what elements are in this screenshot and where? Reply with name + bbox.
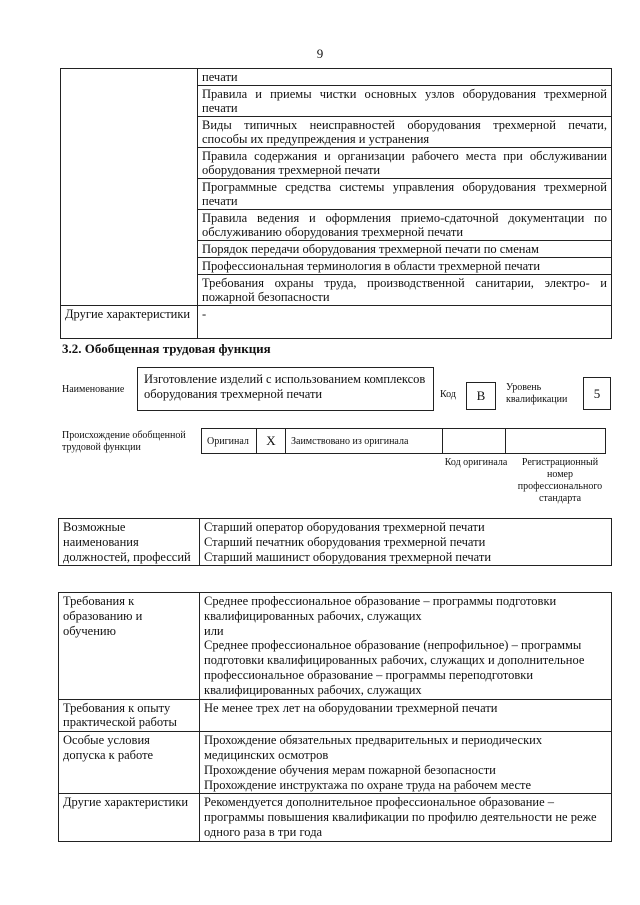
original-mark: X: [256, 428, 286, 454]
qualification-level-box: 5: [583, 377, 611, 410]
conditions-values: [200, 732, 612, 794]
knowledge-row: печати: [198, 69, 612, 86]
knowledge-row: Требования охраны труда, производственной санитарии, электро- и пожарной безопасности: [198, 275, 612, 306]
positions-values: [200, 519, 612, 566]
requirements-table: [58, 592, 612, 842]
education-label: Требования к образованию и обучению: [59, 593, 200, 700]
registration-number-caption: Регистрационный номер профессионального стандарта: [517, 457, 603, 504]
education-values: [200, 593, 612, 700]
position-item: Старший оператор оборудования трехмерной печати: [204, 520, 485, 534]
other-characteristics-value: -: [198, 306, 612, 339]
knowledge-row: Правила содержания и организации рабочего места при обслуживании оборудования трехмерной печати: [198, 148, 612, 179]
original-code-cell: [442, 428, 506, 454]
other-characteristics-label: Другие характеристики: [61, 306, 198, 339]
knowledge-row: Виды типичных неисправностей оборудования трехмерной печати, способы их предупреждения и устранения: [198, 117, 612, 148]
code-box: B: [466, 382, 496, 410]
other-characteristics-label: Другие характеристики: [59, 794, 200, 841]
positions-label: Возможные наименования должностей, профессий: [59, 519, 200, 566]
section-title: 3.2. Обобщенная трудовая функция: [62, 341, 271, 356]
position-item: Старший машинист оборудования трехмерной печати: [204, 549, 492, 564]
knowledge-row: Правила ведения и оформления приемо-сдаточной документации по обслуживанию оборудования трехмерной печати: [198, 210, 612, 241]
borrowed-cell: Заимствовано из оригинала: [285, 428, 443, 454]
original-code-caption: Код оригинала: [444, 457, 508, 468]
knowledge-row: Программные средства системы управления оборудования трехмерной печати: [198, 179, 612, 210]
education-item: или: [204, 623, 224, 638]
origin-row: [202, 428, 610, 454]
condition-item: Прохождение инструктажа по охране труда на рабочем месте: [204, 777, 532, 792]
origin-label: Происхождение обобщенной трудовой функции: [62, 430, 186, 453]
knowledge-row: Правила и приемы чистки основных узлов оборудования трехмерной печати: [198, 86, 612, 117]
knowledge-row: Порядок передачи оборудования трехмерной печати по сменам: [198, 241, 612, 258]
experience-value: Не менее трех лет на оборудовании трехмерной печати: [200, 699, 612, 732]
empty-label-cell: [61, 69, 198, 306]
knowledge-row: Профессиональная терминология в области трехмерной печати: [198, 258, 612, 275]
code-label: Код: [440, 389, 456, 400]
original-cell: Оригинал: [201, 428, 257, 454]
conditions-label: Особые условия допуска к работе: [59, 732, 200, 794]
education-item: Среднее профессиональное образование (непрофильное) – программы подготовки квалифицированных рабочих, служащих и дополнительное профессиональное образование – программы переподготовки квалифицированных рабочих, служащих: [204, 638, 585, 697]
continuation-table: [60, 68, 612, 339]
other-characteristics-value: Рекомендуется дополнительное профессиональное образование – программы повышения квалификации по профилю деятельности не реже одного раза в три года: [200, 794, 612, 841]
page-number: 9: [316, 46, 324, 61]
condition-item: Прохождение обучения мерам пожарной безопасности: [204, 762, 496, 777]
condition-item: Прохождение обязательных предварительных и периодических медицинских осмотров: [204, 733, 543, 762]
position-item: Старший печатник оборудования трехмерной печати: [204, 534, 486, 549]
function-name-box: Изготовление изделий с использованием комплексов оборудования трехмерной печати: [137, 367, 434, 411]
registration-number-cell: [505, 428, 606, 454]
name-label: Наименование: [62, 384, 125, 395]
positions-table: [58, 518, 612, 566]
education-item: Среднее профессиональное образование – программы подготовки квалифицированных рабочих, служащих: [204, 594, 557, 623]
experience-label: Требования к опыту практической работы: [59, 699, 200, 732]
qualification-level-label: Уровень квалификации: [506, 382, 568, 405]
